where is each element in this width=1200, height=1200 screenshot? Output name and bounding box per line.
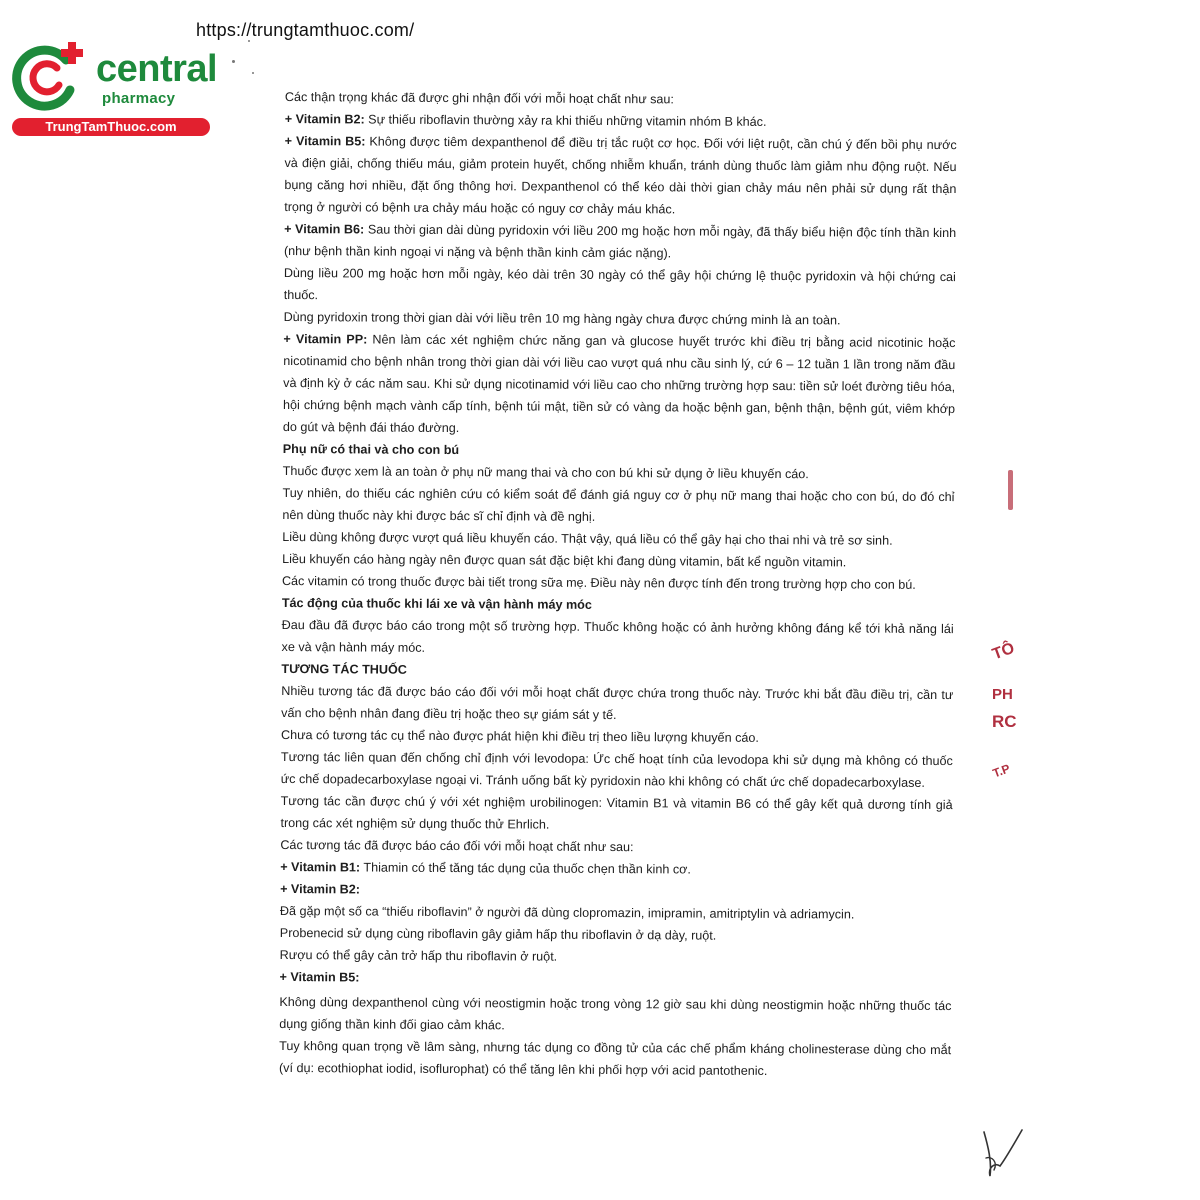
label-interaction-b2: + Vitamin B2: <box>280 881 361 897</box>
label-interaction-b1: + Vitamin B1: <box>280 859 361 875</box>
brand-site-bar: TrungTamThuoc.com <box>12 118 210 136</box>
precaution-b6-p3: Dùng pyridoxin trong thời gian dài với liều trên 10 mg hàng ngày chưa được chứng minh là an toàn. <box>283 309 841 328</box>
label-vitamin-b2: + Vitamin B2: <box>284 111 365 127</box>
interaction-b5-p1: Không dùng dexpanthenol cùng với neostigmin hoặc trong vòng 12 giờ sau khi dùng neostigmin hoặc những thuốc tác dụng giống thần kinh đối giao cảm khác. <box>279 994 952 1033</box>
label-vitamin-pp: + Vitamin PP: <box>283 331 368 347</box>
heading-driving: Tác động của thuốc khi lái xe và vận hành máy móc <box>281 595 592 612</box>
precaution-pp <box>283 328 956 442</box>
scan-speck <box>248 40 250 42</box>
interactions-p5: Các tương tác đã được báo cáo đối với mỗi hoạt chất như sau: <box>280 837 634 855</box>
text-vitamin-b6: Sau thời gian dài dùng pyridoxin với liều 200 mg hoặc hơn mỗi ngày, đã thấy biểu hiện độc tính thần kinh (như bệnh thần kinh ngoại vi nặng và bệnh thần kinh cảm giác nặng). <box>283 222 957 261</box>
label-vitamin-b6: + Vitamin B6: <box>284 221 365 237</box>
pregnancy-p3: Liều dùng không được vượt quá liều khuyến cáo. Thật vậy, quá liều có thể gây hại cho thai nhi và trẻ sơ sinh. <box>282 529 893 548</box>
driving-paragraph: Đau đầu đã được báo cáo trong một số trường hợp. Thuốc không hoặc có ảnh hưởng không đáng kể tới khả năng lái xe và vận hành máy móc. <box>281 617 954 655</box>
interactions-p4: Tương tác cần được chú ý với xét nghiệm urobilinogen: Vitamin B1 và vitamin B6 có thể gây kết quả dương tính giả trong các xét nghiệm sử dụng thuốc thử Ehrlich. <box>280 793 953 832</box>
interaction-b5-p2: Tuy không quan trọng về lâm sàng, nhưng tác dụng co đồng tử của các chế phẩm kháng cholinesterase dùng cho mắt (ví dụ: ecothiophat iodid, isoflurophat) có thể tăng lên khi phối hợp với acid pantothenic. <box>278 1038 952 1078</box>
brand-subtitle: pharmacy <box>102 90 176 107</box>
label-interaction-b5: + Vitamin B5: <box>279 969 360 985</box>
stamp-mark <box>1008 470 1013 510</box>
scan-speck <box>252 72 254 74</box>
text-vitamin-pp: Nên làm các xét nghiệm chức năng gan và glucose huyết trước khi điều trị bằng acid nicotinic hoặc nicotinamid cho bệnh nhân trong thời gian dài với liều cao vượt quá nhu cầu sinh lý, cứ 6 – 12 tuần 1 lần trong năm đầu và định kỳ ở các năm sau. Khi sử dụng nicotinamid với liều cao cho những trường hợp sau: tiền sử loét đường tiêu hóa, hội chứng bệnh mạch vành cấp tính, bệnh túi mật, tiền sử có vàng da hoặc bệnh gan, bệnh thận, bệnh gút, viêm khớp do gút và bệnh đái tháo đường. <box>282 332 956 436</box>
interactions-p2: Chưa có tương tác cụ thể nào được phát hiện khi điều trị theo liều lượng khuyến cáo. <box>280 727 759 745</box>
interactions-p1: Nhiều tương tác đã được báo cáo đối với mỗi hoạt chất được chứa trong thuốc này. Trước khi bắt đầu điều trị, cần tư vấn cho bệnh nhân đang điều trị hoặc theo sự giám sát y tế. <box>281 683 954 723</box>
text-interaction-b1: Thiamin có thể tăng tác dụng của thuốc chẹn thần kinh cơ. <box>360 860 691 877</box>
signature-mark <box>978 1128 1026 1180</box>
text-vitamin-b5: Không được tiêm dexpanthenol để điều trị tắc ruột cơ học. Đối với liệt ruột, cần chú ý đến bồi phụ nước và điện giải, chống thiếu máu, giảm protein huyết, chống nhiễm khuẩn, tránh dùng thuốc làm giảm nhu động ruột. Nếu bụng căng hơi nhiều, đặt ống thông hơi. Dexpanthenol có thể kéo dài thời gian chảy máu nên phải sử dụng rất thận trọng ở người có bệnh ưa chảy máu hoặc có nguy cơ chảy máu khác. <box>284 134 957 217</box>
brand-name: central <box>96 48 218 90</box>
intro-paragraph: Các thận trọng khác đã được ghi nhận đối với mỗi hoạt chất như sau: <box>284 89 674 107</box>
stamp-fragment: TÔ <box>990 639 1017 664</box>
interaction-b2-p2: Probenecid sử dụng cùng riboflavin gây giảm hấp thu riboflavin ở dạ dày, ruột. <box>279 925 717 943</box>
text-vitamin-b2: Sự thiếu riboflavin thường xảy ra khi thiếu những vitamin nhóm B khác. <box>364 112 767 129</box>
precaution-b6-p2: Dùng liều 200 mg hoặc hơn mỗi ngày, kéo dài trên 30 ngày có thể gây hội chứng lệ thuộc pyridoxin và hội chứng cai thuốc. <box>283 265 956 303</box>
interaction-b2-p1: Đã gặp một số ca “thiếu riboflavin” ở người đã dùng clopromazin, imipramin, amitriptylin và adriamycin. <box>279 903 855 922</box>
interactions-p3: Tương tác liên quan đến chống chỉ định với levodopa: Ức chế hoạt tính của levodopa khi sử dụng mà không có thuốc ức chế dopadecarboxylase ngoại vi. Tránh uống bất kỳ pyridoxin nào khi không có chất ức chế dopadecarboxylase. <box>280 749 953 790</box>
interaction-b2-p3: Rượu có thể gây cản trở hấp thu riboflavin ở ruột. <box>279 947 558 964</box>
label-vitamin-b5: + Vitamin B5: <box>284 133 366 149</box>
precaution-b5 <box>284 130 957 222</box>
document-body <box>279 86 957 1083</box>
source-url: https://trungtamthuoc.com/ <box>196 20 415 40</box>
pharmacy-cross-icon <box>10 38 88 116</box>
precaution-b6 <box>284 218 956 266</box>
central-pharmacy-logo <box>10 38 220 138</box>
stamp-fragment: PH <box>992 686 1013 703</box>
heading-pregnancy: Phụ nữ có thai và cho con bú <box>282 441 460 458</box>
scan-speck <box>232 60 235 63</box>
heading-interactions: TƯƠNG TÁC THUỐC <box>281 661 407 677</box>
pregnancy-p4: Liều khuyến cáo hàng ngày nên được quan sát đặc biệt khi đang dùng vitamin, bất kể nguồn vitamin. <box>282 551 847 570</box>
stamp-fragment: T.P <box>990 761 1012 781</box>
pregnancy-p5: Các vitamin có trong thuốc được bài tiết trong sữa mẹ. Điều này nên được tính đến trong trường hợp cho con bú. <box>281 573 916 592</box>
pregnancy-p1: Thuốc được xem là an toàn ở phụ nữ mang thai và cho con bú khi sử dụng ở liều khuyến cáo. <box>282 463 809 482</box>
stamp-fragment: RC <box>992 712 1017 731</box>
interaction-b5 <box>279 966 951 992</box>
pregnancy-p2: Tuy nhiên, do thiếu các nghiên cứu có kiểm soát để đánh giá nguy cơ ở phụ nữ mang thai hoặc cho con bú, do đó chỉ nên dùng thuốc này khi được bác sĩ chỉ định và đề nghị. <box>282 485 955 524</box>
interaction-b1 <box>280 856 952 882</box>
